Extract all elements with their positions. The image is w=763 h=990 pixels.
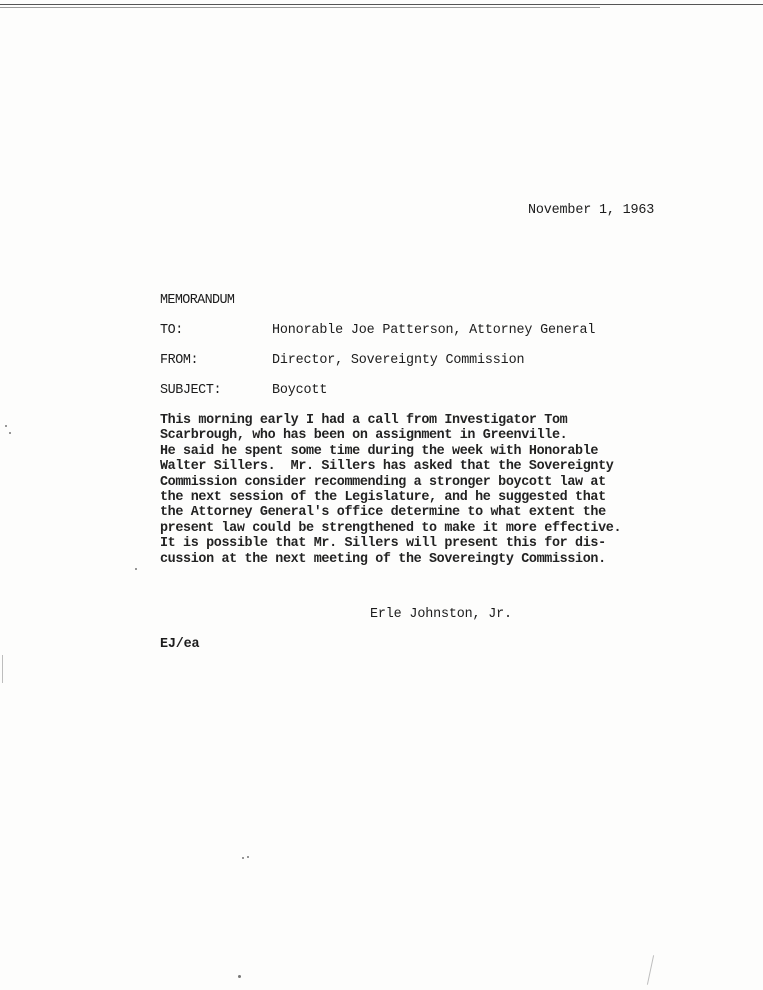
memo-body <box>160 413 620 567</box>
to-label: TO: <box>160 323 183 338</box>
body-line: Commission consider recommending a stronger boycott law at <box>160 474 606 490</box>
signature-name: Erle Johnston, Jr. <box>370 607 512 622</box>
to-value: Honorable Joe Patterson, Attorney General <box>272 323 596 338</box>
body-line: present law could be strengthened to make it more effective. <box>160 520 622 536</box>
body-line: the next session of the Legislature, and he suggested that <box>160 490 606 506</box>
body-line: He said he spent some time during the week with Honorable <box>160 443 599 459</box>
body-line: It is possible that Mr. Sillers will present this for dis- <box>160 536 606 552</box>
subject-value: Boycott <box>272 383 328 398</box>
subject-label: SUBJECT: <box>160 383 222 398</box>
scan-speck <box>238 975 241 978</box>
body-line: the Attorney General's office determine to what extent the <box>160 505 606 521</box>
scan-speck <box>242 857 244 859</box>
margin-mark <box>2 655 3 683</box>
scan-speck <box>135 568 137 570</box>
top-edge-rule-secondary <box>0 7 600 8</box>
body-line: Scarbrough, who has been on assignment in Greenville. <box>160 428 568 444</box>
memo-date: November 1, 1963 <box>528 203 655 218</box>
margin-mark <box>647 955 654 985</box>
scan-speck <box>247 856 249 858</box>
scan-speck <box>9 432 11 434</box>
body-line: This morning early I had a call from Investigator Tom <box>160 413 568 428</box>
typist-initials: EJ/ea <box>160 637 200 652</box>
scan-speck <box>5 425 7 427</box>
from-label: FROM: <box>160 353 199 368</box>
top-edge-rule <box>0 4 763 5</box>
body-line: Walter Sillers. Mr. Sillers has asked that the Sovereignty <box>160 459 614 475</box>
memo-heading: MEMORANDUM <box>160 293 235 308</box>
from-value: Director, Sovereignty Commission <box>272 353 525 368</box>
body-line: cussion at the next meeting of the Sovereingty Commission. <box>160 551 606 567</box>
